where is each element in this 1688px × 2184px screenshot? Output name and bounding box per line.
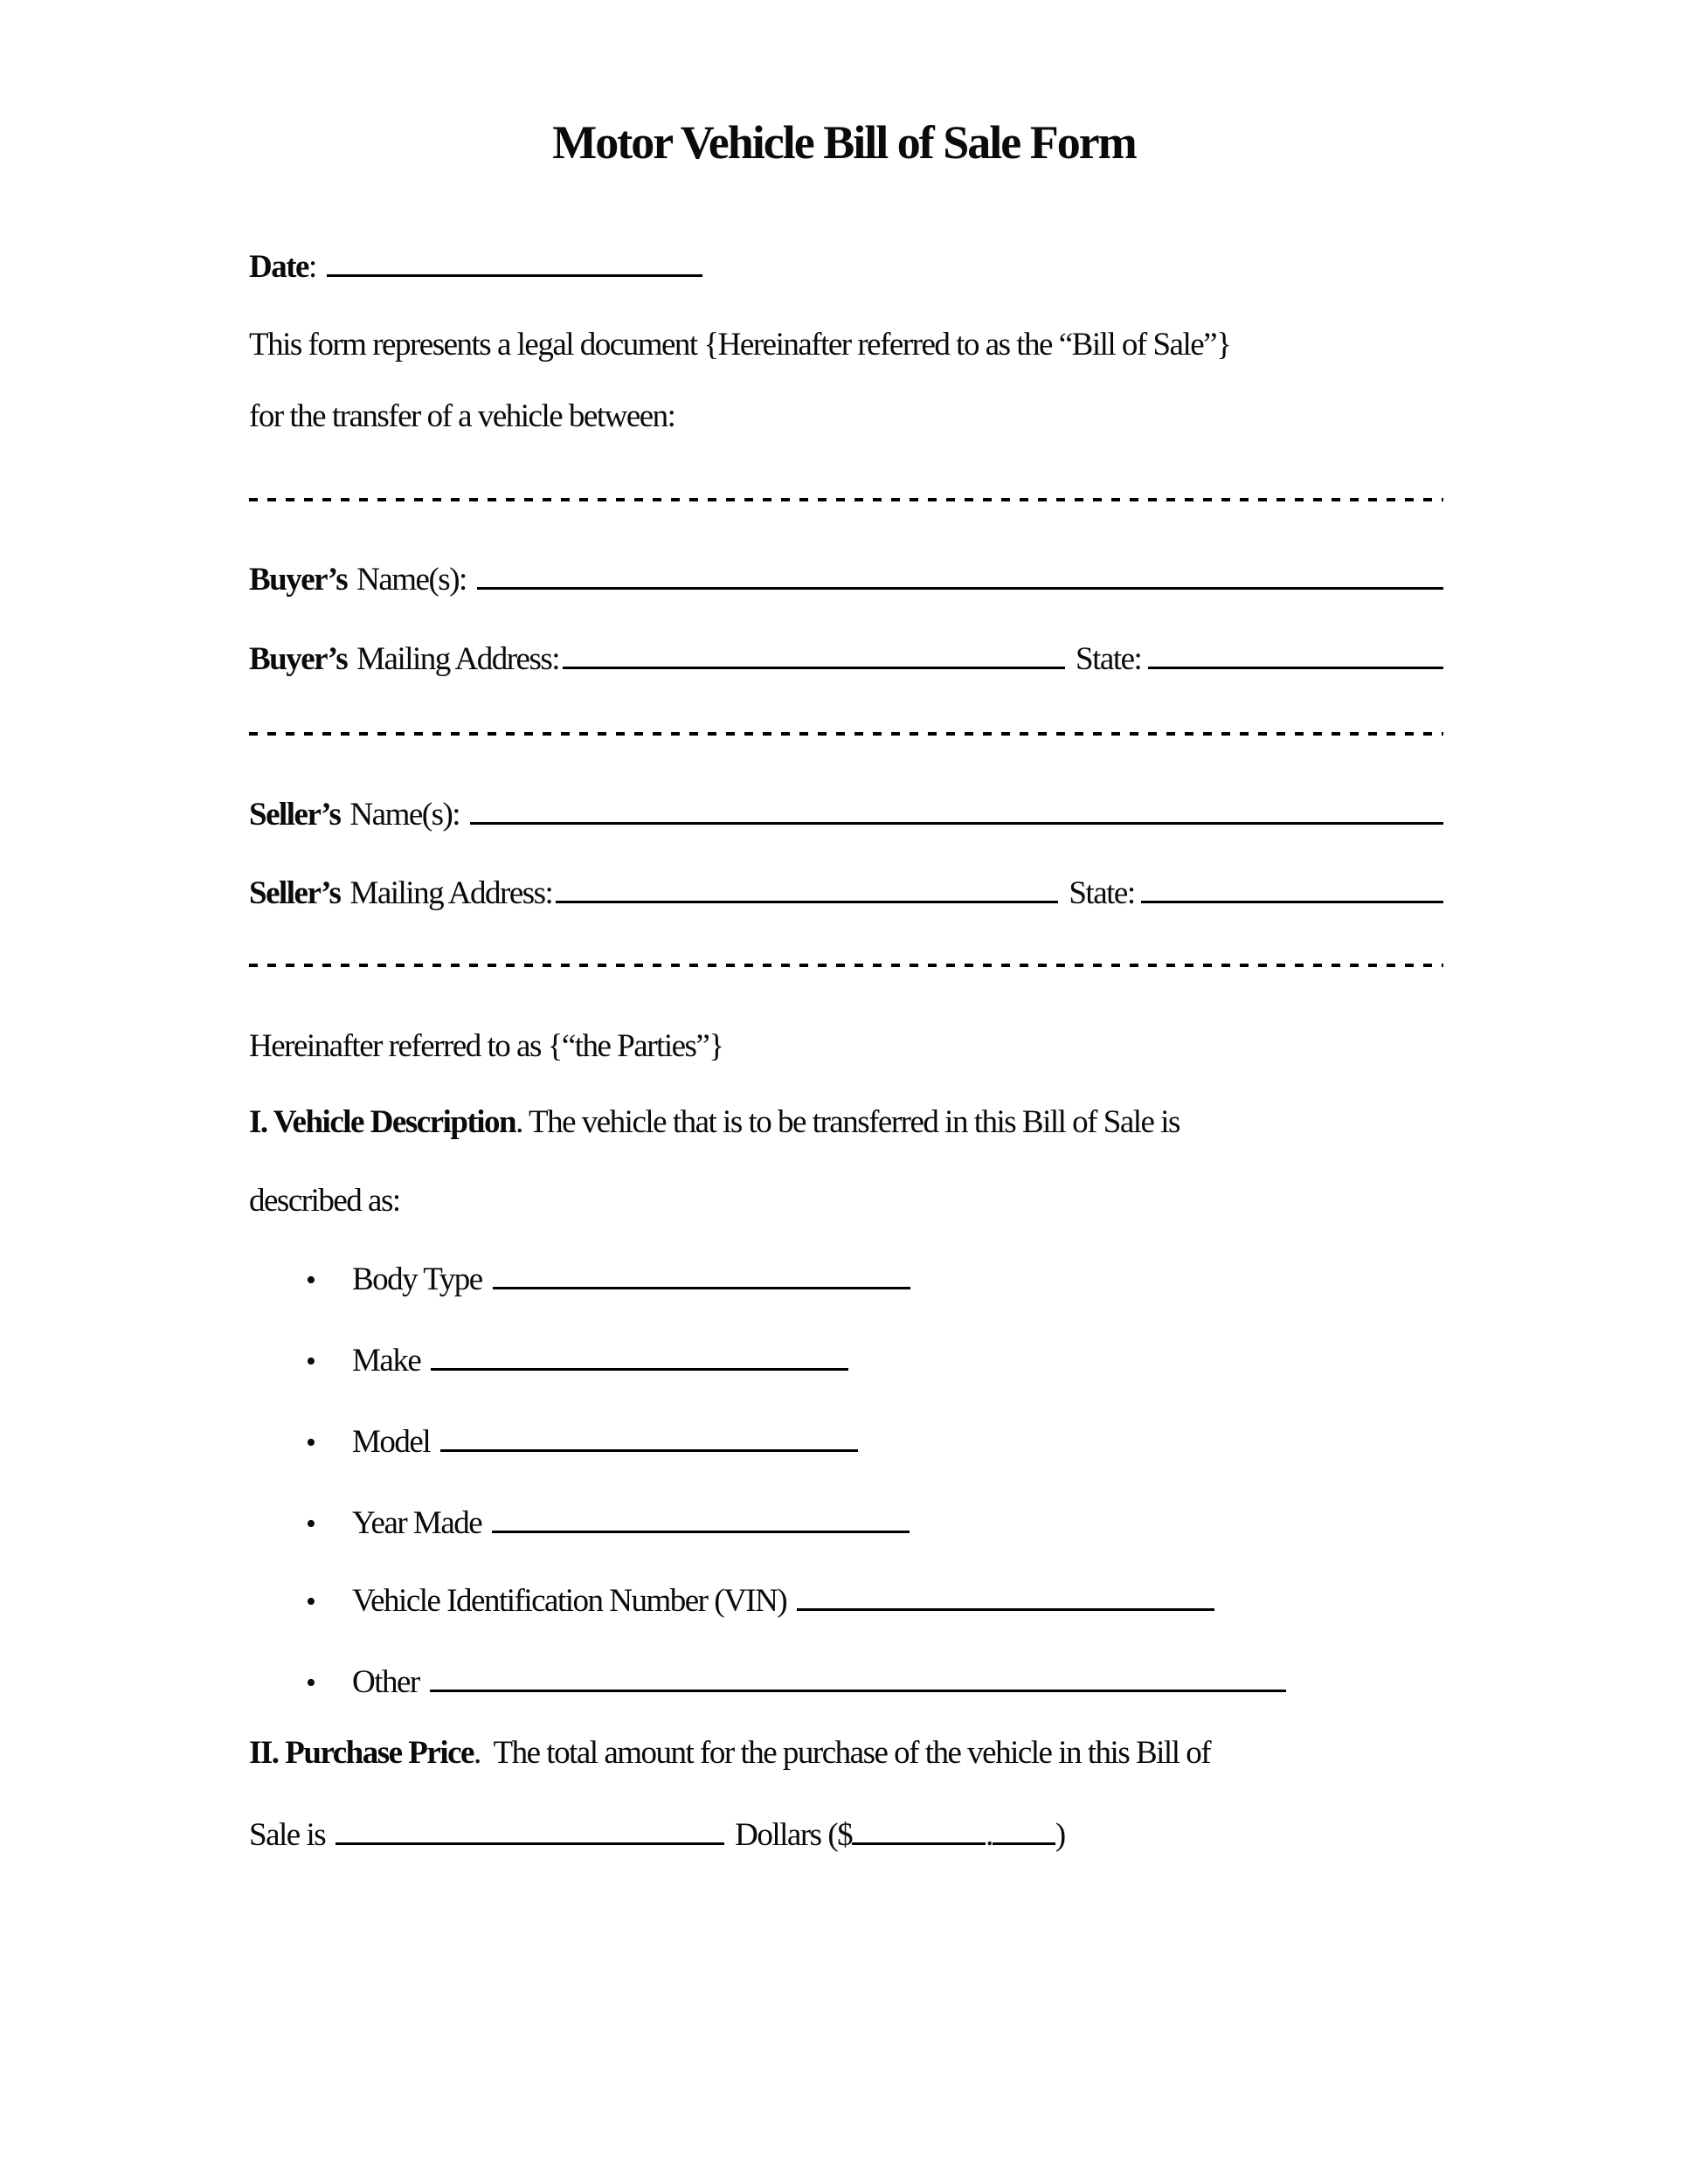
- buyer-address-label: Mailing Address:: [356, 641, 560, 677]
- make-blank[interactable]: [431, 1338, 848, 1371]
- price-section-heading: II. Purchase Price: [249, 1735, 474, 1771]
- list-item: [249, 1257, 1443, 1300]
- vehicle-section-heading-row: [249, 1102, 1443, 1143]
- model-blank[interactable]: [440, 1420, 858, 1452]
- vin-label: Vehicle Identification Number (VIN): [352, 1583, 787, 1619]
- buyer-prefix-2: Buyer’s: [249, 641, 348, 677]
- buyer-prefix: Buyer’s: [249, 562, 348, 598]
- vehicle-section-heading: I. Vehicle Description: [249, 1104, 516, 1140]
- sale-is-label: Sale is: [249, 1817, 326, 1853]
- decimal-point: .: [986, 1817, 993, 1853]
- buyer-address-blank[interactable]: [563, 637, 1065, 669]
- buyer-name-blank[interactable]: [477, 557, 1443, 590]
- other-blank[interactable]: [430, 1660, 1286, 1692]
- intro-text-1: This form represents a legal document {Hereinafter referred to as the “Bill of Sale”}: [249, 327, 1231, 363]
- bullet-icon: •: [306, 1586, 316, 1618]
- date-row: [249, 245, 1443, 287]
- model-label: Model: [352, 1424, 431, 1460]
- title-row: [0, 117, 1688, 169]
- intro-line-2: [249, 397, 1443, 437]
- list-item: [249, 1420, 1443, 1462]
- date-blank[interactable]: [327, 245, 702, 277]
- list-item: [249, 1660, 1443, 1703]
- seller-prefix: Seller’s: [249, 797, 341, 833]
- list-item: [249, 1579, 1443, 1621]
- price-section-heading-row: [249, 1733, 1443, 1773]
- buyer-state-label: State:: [1076, 641, 1149, 677]
- list-item: [249, 1338, 1443, 1381]
- year-made-label: Year Made: [352, 1505, 482, 1541]
- seller-name-blank[interactable]: [470, 792, 1443, 825]
- make-label: Make: [352, 1343, 421, 1379]
- seller-address-label: Mailing Address:: [349, 875, 553, 911]
- section-divider: [249, 732, 1443, 736]
- section-divider: [249, 964, 1443, 967]
- seller-name-row: [249, 792, 1443, 835]
- buyer-name-label: Name(s):: [356, 562, 467, 598]
- buyer-name-row: [249, 557, 1443, 600]
- purchase-amount-dollars-blank[interactable]: [852, 1813, 986, 1845]
- price-section-heading-rest: . The total amount for the purchase of the vehicle in this Bill of: [473, 1735, 1211, 1771]
- purchase-amount-cents-blank[interactable]: [993, 1813, 1055, 1845]
- seller-name-label: Name(s):: [349, 797, 460, 833]
- list-item: [249, 1501, 1443, 1544]
- date-label: Date: [249, 249, 308, 285]
- body-type-blank[interactable]: [493, 1257, 910, 1289]
- bullet-icon: •: [306, 1667, 316, 1699]
- year-made-blank[interactable]: [492, 1501, 910, 1533]
- buyer-state-blank[interactable]: [1148, 637, 1443, 669]
- bullet-icon: •: [306, 1264, 316, 1296]
- price-amount-row: [249, 1813, 1443, 1856]
- vehicle-section-text-2: described as:: [249, 1183, 400, 1219]
- section-divider: [249, 498, 1443, 501]
- seller-state-label: State:: [1069, 875, 1142, 911]
- bullet-icon: •: [306, 1508, 316, 1540]
- date-colon: :: [308, 249, 323, 285]
- seller-address-blank[interactable]: [556, 871, 1058, 903]
- vin-blank[interactable]: [797, 1579, 1214, 1611]
- seller-address-row: [249, 871, 1443, 914]
- close-paren: ): [1055, 1817, 1065, 1853]
- other-label: Other: [352, 1664, 419, 1700]
- intro-text-2: for the transfer of a vehicle between:: [249, 398, 675, 434]
- parties-row: [249, 1026, 1443, 1067]
- vehicle-section-heading-rest: . The vehicle that is to be transferred in this Bill of Sale is: [515, 1104, 1180, 1140]
- vehicle-section-line-2: [249, 1181, 1443, 1221]
- dollars-label: Dollars ($: [735, 1817, 853, 1853]
- seller-prefix-2: Seller’s: [249, 875, 341, 911]
- buyer-address-row: [249, 637, 1443, 680]
- body-type-label: Body Type: [352, 1261, 482, 1297]
- parties-text: Hereinafter referred to as {“the Parties”}: [249, 1028, 723, 1064]
- bullet-icon: •: [306, 1345, 316, 1378]
- purchase-amount-words-blank[interactable]: [336, 1813, 724, 1845]
- seller-state-blank[interactable]: [1141, 871, 1443, 903]
- bullet-icon: •: [306, 1427, 316, 1459]
- intro-line-1: [249, 325, 1443, 365]
- page-title: Motor Vehicle Bill of Sale Form: [552, 116, 1136, 169]
